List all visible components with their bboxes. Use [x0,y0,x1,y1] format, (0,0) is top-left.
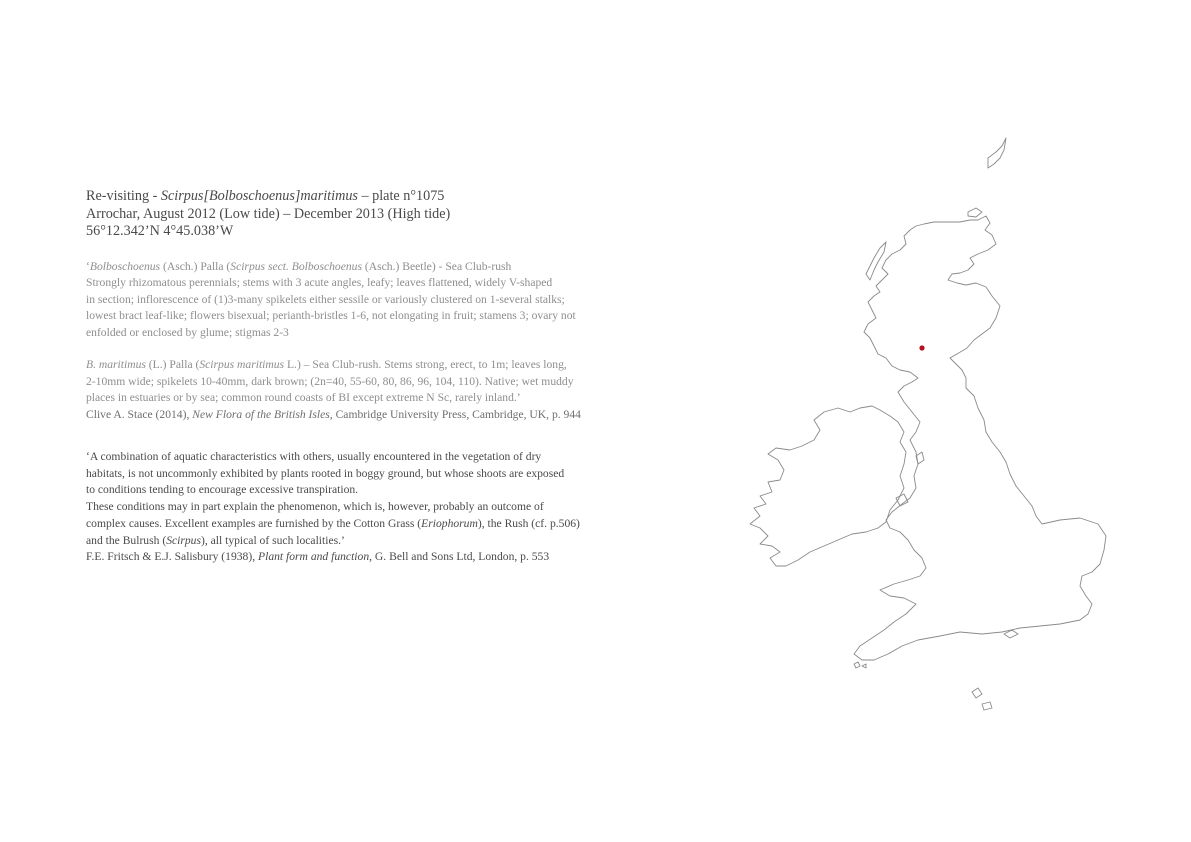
map-svg [720,120,1120,720]
channel-islands-outline [972,688,992,710]
quote-line: habitats, is not uncommonly exhibited by plants rooted in boggy ground, but whose shoots are exposed [86,466,565,480]
plate-title: Re-visiting - Scirpus[Bolboschoenus]maritimus – plate n°1075 [86,188,445,204]
quote-line: complex causes. Excellent examples are furnished by the Cotton Grass (Eriophorum), the Rush (cf. p.506) [86,516,580,530]
ireland-outline [750,406,906,566]
species-description-line: places in estuaries or by sea; common round coasts of BI except extreme N Sc, rarely inland.’ [86,391,521,404]
stace-quote [86,259,666,424]
british-isles-map [720,120,1120,720]
species-name: Scirpus[Bolboschoenus]maritimus [160,188,358,204]
stace-reference: Clive A. Stace (2014), New Flora of the British Isles, Cambridge University Press, Cambridge, UK, p. 944 [86,407,581,421]
location-marker [919,345,924,350]
text-column [86,188,666,566]
location-dates: Arrochar, August 2012 (Low tide) – December 2013 (High tide) [86,205,451,222]
quote-line: and the Bulrush (Scirpus), all typical of such localities.’ [86,533,345,547]
fritsch-reference: F.E. Fritsch & E.J. Salisbury (1938), Plant form and function, G. Bell and Sons Ltd, London, p. 553 [86,550,550,564]
coordinates: 56°12.342’N 4°45.038’W [86,223,234,239]
genus-description-line: enfolded or enclosed by glume; stigmas 2-3 [86,325,289,339]
species-description-line: 2-10mm wide; spikelets 10-40mm, dark brown; (2n=40, 55-60, 80, 86, 96, 104, 110). Native; wet muddy [86,374,574,388]
genus-description-line: lowest bract leaf-like; flowers bisexual; perianth-bristles 1-6, not elongating in fruit; stamens 3; ovary not [86,309,576,322]
quote-line: These conditions may in part explain the phenomenon, which is, however, probably an outcome of [86,500,544,514]
plate-heading [86,188,666,241]
genus-line: ‘Bolboschoenus (Asch.) Palla (Scirpus sect. Bolboschoenus (Asch.) Beetle) - Sea Club-rush [86,259,512,273]
genus-description-line: in section; inflorescence of (1)3-many spikelets either sessile or variously clustered on 1-several stalks; [86,292,565,306]
species-line: B. maritimus (L.) Palla (Scirpus maritimus L.) – Sea Club-rush. Stems strong, erect, to 1m; leaves long, [86,358,567,371]
shetland-outline [988,138,1006,168]
fritsch-quote [86,449,666,566]
great-britain-outline [854,216,1106,660]
orkney-outline [968,208,982,217]
quote-line: ‘A combination of aquatic characteristics with others, usually encountered in the vegetation of dry [86,450,542,463]
scilly-isles-outline [854,662,866,668]
outer-hebrides-outline [866,242,886,280]
genus-description-line: Strongly rhizomatous perennials; stems with 3 acute angles, leafy; leaves flattened, widely V-shaped [86,276,553,289]
quote-line: to conditions tending to encourage excessive transpiration. [86,483,359,497]
paragraph-gap [86,341,666,357]
